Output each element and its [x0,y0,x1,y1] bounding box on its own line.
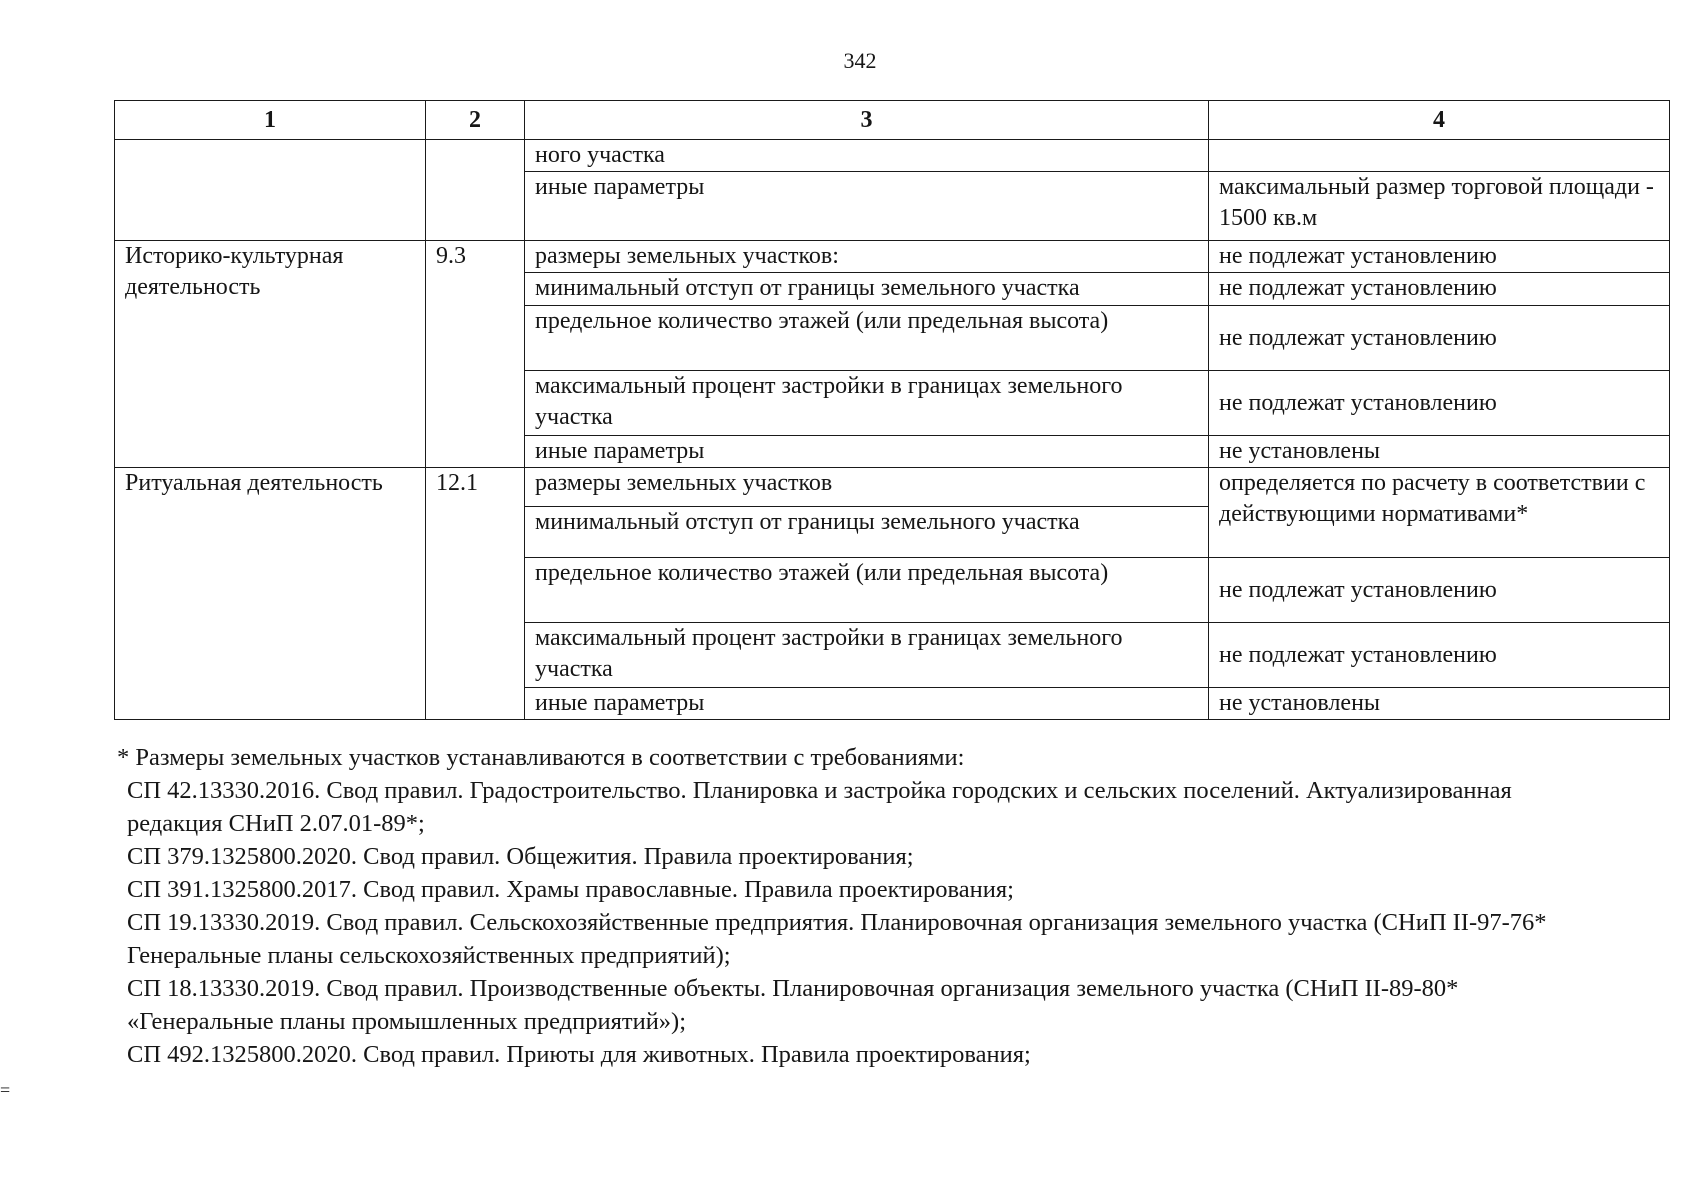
footnotes [117,741,1597,1071]
value-cell: не подлежат установлению [1209,623,1670,688]
regulation-table [114,100,1670,720]
value-cell: не подлежат установлению [1209,306,1670,371]
value-cell: максимальный размер торговой площади - 1500 кв.м [1209,172,1670,241]
value-cell: не подлежат установлению [1209,241,1670,273]
activity-name-cell [115,140,426,241]
value-cell: не установлены [1209,436,1670,468]
param-cell: размеры земельных участков: [525,241,1209,273]
param-cell: иные параметры [525,688,1209,720]
table-row [115,468,1670,507]
column-header-2: 2 [426,101,525,140]
activity-name-cell: Историко-культурная деятельность [115,241,426,468]
activity-code-cell [426,140,525,241]
table-header-row [115,101,1670,140]
footnote-item: СП 42.13330.2016. Свод правил. Градостроительство. Планировка и застройка городских и сельских поселений. Актуализированная редакция СНиП 2.07.01-89*; [127,777,1512,837]
column-header-3: 3 [525,101,1209,140]
param-cell: иные параметры [525,172,1209,241]
value-cell: не установлены [1209,688,1670,720]
edge-mark: = [0,1080,11,1100]
value-cell: не подлежат установлению [1209,371,1670,436]
footnote-item: СП 379.1325800.2020. Свод правил. Общежития. Правила проектирования; [127,843,914,870]
footnote-item: СП 391.1325800.2017. Свод правил. Храмы православные. Правила проектирования; [127,876,1014,903]
param-cell: максимальный процент застройки в границах земельного участка [525,371,1209,436]
column-header-4: 4 [1209,101,1670,140]
param-cell: предельное количество этажей (или предельная высота) [525,306,1209,371]
param-cell: иные параметры [525,436,1209,468]
activity-code-cell: 9.3 [426,241,525,468]
value-cell: не подлежат установлению [1209,558,1670,623]
table-row [115,140,1670,172]
value-cell [1209,140,1670,172]
param-cell: минимальный отступ от границы земельного участка [525,507,1209,558]
activity-name-cell: Ритуальная деятельность [115,468,426,720]
param-cell: предельное количество этажей (или предельная высота) [525,558,1209,623]
param-cell: минимальный отступ от границы земельного участка [525,273,1209,306]
table-row [115,241,1670,273]
param-cell: максимальный процент застройки в границах земельного участка [525,623,1209,688]
param-cell: размеры земельных участков [525,468,1209,507]
value-cell: определяется по расчету в соответствии с действующими нормативами* [1209,468,1670,558]
footnote-item: СП 18.13330.2019. Свод правил. Производственные объекты. Планировочная организация земельного участка (СНиП II-89-80* «Генеральные планы промышленных предприятий»); [127,975,1459,1035]
footnote-item: СП 492.1325800.2020. Свод правил. Приюты для животных. Правила проектирования; [127,1041,1031,1068]
column-header-1: 1 [115,101,426,140]
footnote-item: СП 19.13330.2019. Свод правил. Сельскохозяйственные предприятия. Планировочная организация земельного участка (СНиП II-97-76* Генеральные планы сельскохозяйственных предприятий); [127,909,1547,969]
activity-code-cell: 12.1 [426,468,525,720]
value-cell: не подлежат установлению [1209,273,1670,306]
footnote-intro: * Размеры земельных участков устанавливаются в соответствии с требованиями: [117,744,965,771]
page-number: 342 [843,48,877,73]
param-cell: ного участка [525,140,1209,172]
